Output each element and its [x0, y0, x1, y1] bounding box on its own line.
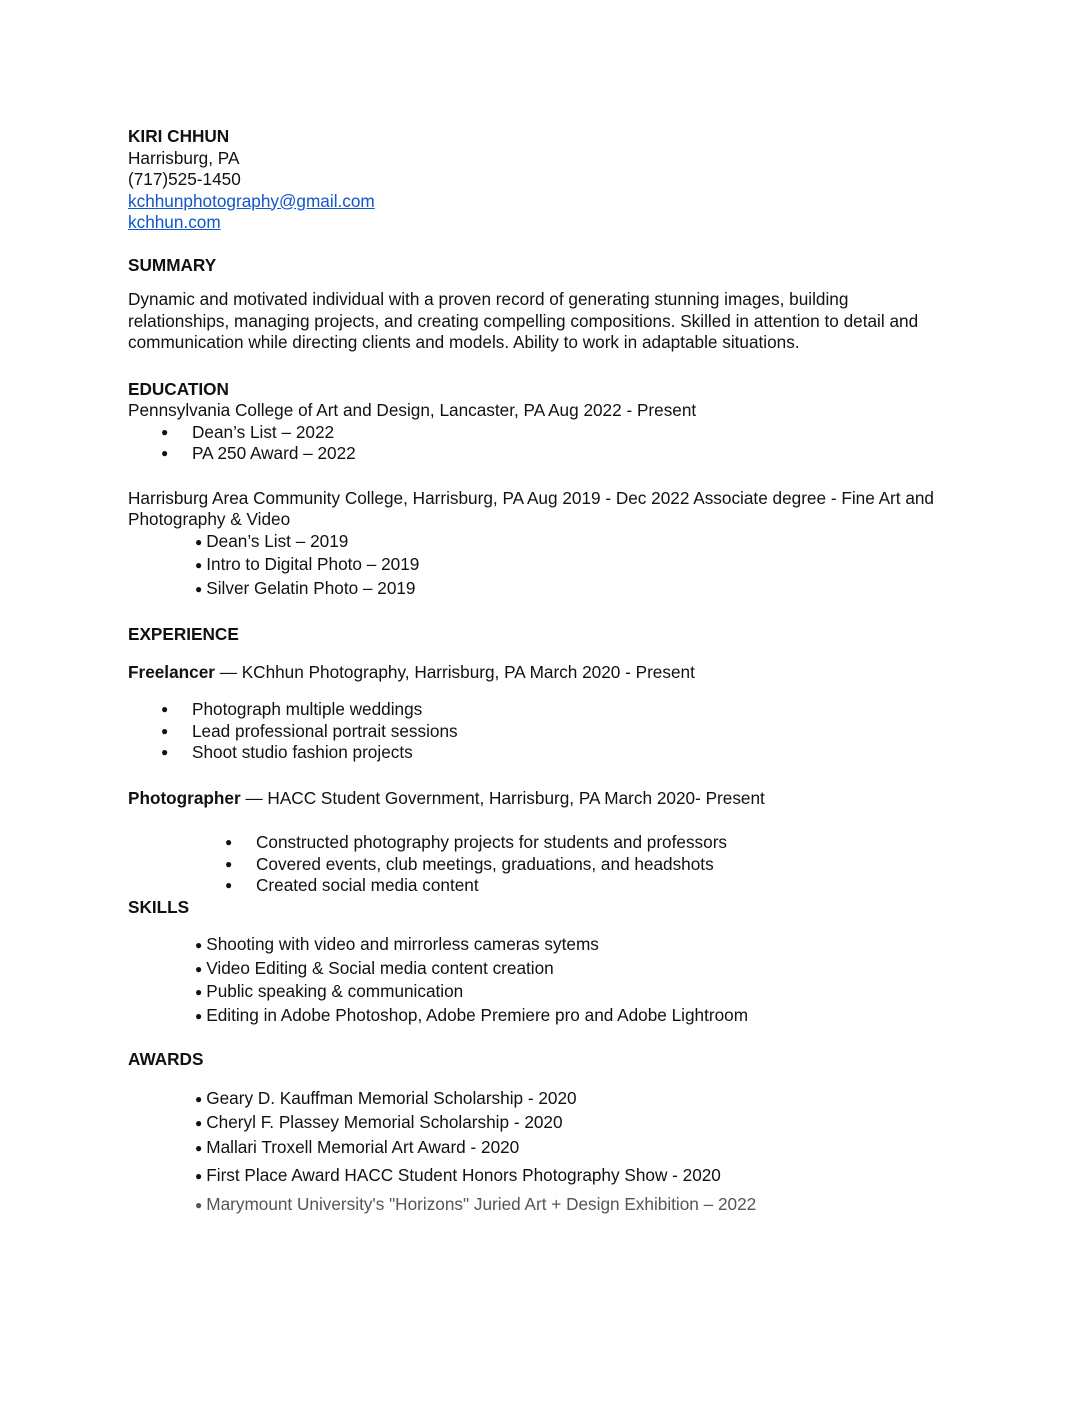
- school-1-line: Pennsylvania College of Art and Design, Lancaster, PA Aug 2022 - Present: [128, 400, 697, 420]
- job-1-details: — KChhun Photography, Harrisburg, PA March 2020 - Present: [214, 661, 695, 682]
- location-text: Harrisburg, PA: [128, 147, 240, 168]
- list-item: ● Photograph multiple weddings: [128, 699, 958, 721]
- list-item: ● Marymount University's "Horizons" Juried Art + Design Exhibition – 2022: [195, 1193, 757, 1214]
- list-item: ● Public speaking & communication: [195, 981, 464, 1001]
- education-heading: EDUCATION: [128, 378, 229, 399]
- experience-heading: EXPERIENCE: [128, 624, 239, 644]
- list-item: ● PA 250 Award – 2022: [128, 443, 958, 465]
- phone-text: (717)525-1450: [128, 169, 241, 189]
- school-2-list: [128, 531, 958, 602]
- list-item: ● Video Editing & Social media content creation: [195, 957, 554, 978]
- job-2-title: Photographer: [128, 787, 241, 808]
- list-item: ● Geary D. Kauffman Memorial Scholarship - 2020: [195, 1087, 577, 1108]
- website-link[interactable]: kchhun.com: [128, 212, 221, 232]
- list-item: ● Shoot studio fashion projects: [128, 742, 958, 764]
- list-item: ● Dean’s List – 2019: [195, 530, 349, 551]
- list-item: ● Cheryl F. Plassey Memorial Scholarship - 2020: [195, 1111, 563, 1132]
- job-2-line: [128, 788, 958, 810]
- skills-list: [128, 934, 958, 1028]
- list-item: ● Shooting with video and mirrorless cameras sytems: [195, 934, 599, 954]
- email-link[interactable]: kchhunphotography@gmail.com: [128, 190, 375, 211]
- awards-list: [128, 1087, 958, 1219]
- list-item: ● Lead professional portrait sessions: [128, 721, 958, 743]
- job-1-title: Freelancer: [128, 661, 215, 682]
- list-item: ● Dean’s List – 2022: [128, 422, 958, 444]
- school-2-line: Harrisburg Area Community College, Harrisburg, PA Aug 2019 - Dec 2022 Associate degree - Fine Art and Photography & Video: [128, 487, 934, 529]
- list-item: ● First Place Award HACC Student Honors Photography Show - 2020: [195, 1164, 721, 1185]
- contact-block: [128, 126, 958, 234]
- list-item: ● Covered events, club meetings, graduations, and headshots: [128, 854, 958, 876]
- list-item: ● Silver Gelatin Photo – 2019: [195, 577, 416, 598]
- job-2-details: — HACC Student Government, Harrisburg, PA March 2020- Present: [240, 787, 765, 808]
- job-1-list: [128, 699, 958, 764]
- list-item: ● Constructed photography projects for students and professors: [128, 832, 958, 854]
- name-heading: KIRI CHHUN: [128, 126, 230, 146]
- list-item: ● Mallari Troxell Memorial Art Award - 2020: [195, 1136, 520, 1157]
- resume-page: [128, 126, 958, 1219]
- job-2-list: [128, 832, 958, 897]
- job-1-line: [128, 662, 958, 684]
- skills-heading: SKILLS: [128, 896, 190, 917]
- awards-heading: AWARDS: [128, 1049, 204, 1069]
- summary-heading: SUMMARY: [128, 254, 217, 275]
- summary-text: Dynamic and motivated individual with a proven record of generating stunning images, building relationships, managing projects, and creating compelling compositions. Skilled in attention to detail and communication while directing clients and models. Ability to work in adaptable situations.: [128, 289, 919, 352]
- list-item: ● Created social media content: [128, 875, 958, 897]
- school-1-list: [128, 422, 958, 465]
- list-item: ● Editing in Adobe Photoshop, Adobe Premiere pro and Adobe Lightroom: [195, 1004, 749, 1025]
- list-item: ● Intro to Digital Photo – 2019: [195, 554, 420, 574]
